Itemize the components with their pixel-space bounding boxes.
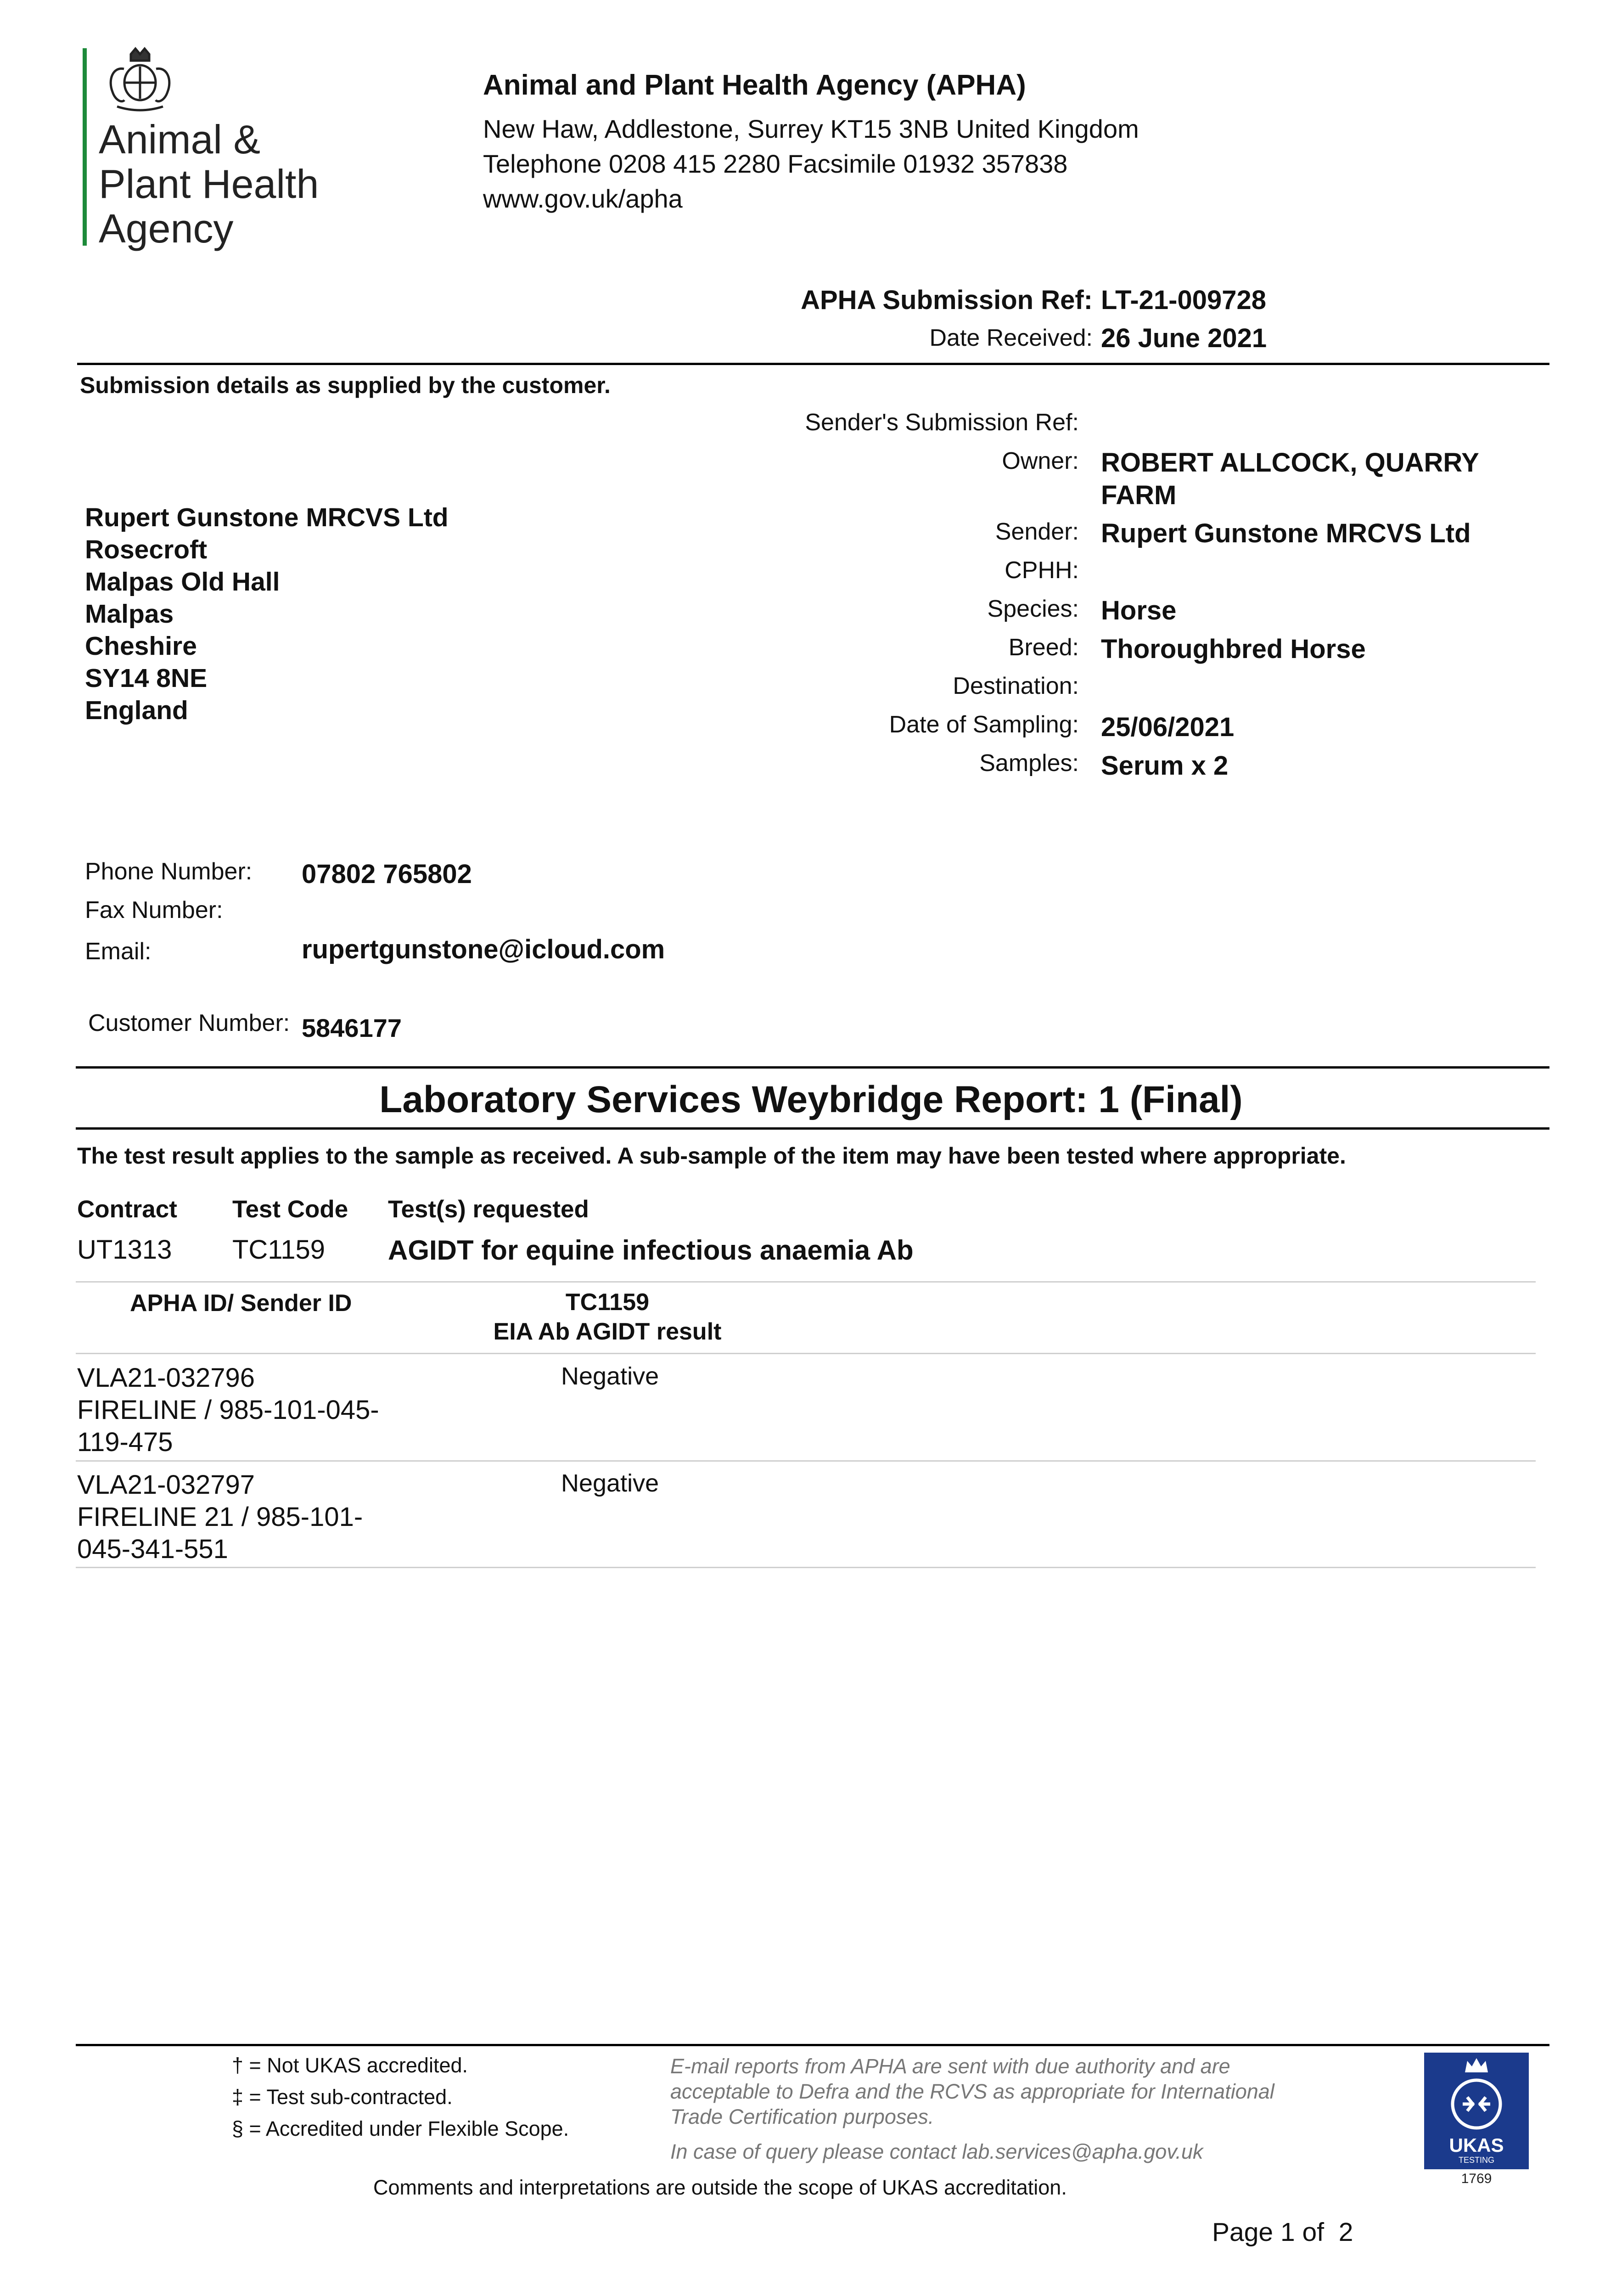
submission-ref-value: LT-21-009728 [1101, 285, 1267, 315]
contract-value: UT1313 [77, 1235, 172, 1265]
divider [76, 1353, 1536, 1354]
disclaimer-line: acceptable to Defra and the RCVS as appropriate for International [670, 2080, 1274, 2103]
divider [76, 1460, 1536, 1462]
legend-line: § = Accredited under Flexible Scope. [232, 2117, 569, 2140]
samples-value: Serum x 2 [1101, 751, 1229, 781]
ukas-sublabel: TESTING [1458, 2155, 1494, 2165]
agency-name: Animal and Plant Health Agency (APHA) [483, 69, 1026, 101]
address-line: Rupert Gunstone MRCVS Ltd [85, 503, 449, 532]
senders-ref-label: Sender's Submission Ref: [805, 409, 1079, 436]
result-value: Negative [561, 1362, 659, 1390]
divider [76, 1127, 1549, 1130]
divider [76, 1281, 1536, 1283]
contract-header: Contract [77, 1196, 177, 1223]
disclaimer-line: E-mail reports from APHA are sent with due authority and are [670, 2054, 1230, 2078]
logo-green-bar [83, 48, 87, 246]
address-line: Malpas [85, 599, 174, 629]
ukas-logo [1424, 2053, 1529, 2186]
sender-value: Rupert Gunstone MRCVS Ltd [1101, 518, 1471, 548]
samples-label: Samples: [979, 750, 1079, 777]
owner-label: Owner: [1002, 448, 1079, 474]
crown-icon [1463, 2056, 1490, 2075]
species-value: Horse [1101, 596, 1177, 625]
divider [76, 1567, 1536, 1568]
ukas-label: UKAS [1449, 2134, 1504, 2156]
test-requested-value: AGIDT for equine infectious anaemia Ab [388, 1235, 914, 1266]
address-line: Cheshire [85, 631, 197, 661]
sample-id-line: FIRELINE 21 / 985-101- [77, 1502, 363, 1532]
customer-address [85, 501, 449, 726]
phone-label: Phone Number: [85, 858, 253, 885]
breed-label: Breed: [1008, 634, 1079, 661]
sampling-date-label: Date of Sampling: [889, 711, 1079, 738]
divider [77, 363, 1549, 365]
destination-label: Destination: [953, 673, 1079, 699]
address-line: SY14 8NE [85, 664, 208, 693]
sample-id-line: VLA21-032796 [77, 1363, 255, 1393]
royal-crest-icon [99, 46, 181, 115]
sampling-date-value: 25/06/2021 [1101, 712, 1235, 742]
report-title: Laboratory Services Weybridge Report: 1 (Final) [379, 1079, 1243, 1120]
col-header-id: APHA ID/ Sender ID [130, 1290, 352, 1317]
sample-id-line: VLA21-032797 [77, 1470, 255, 1500]
owner-value: FARM [1101, 480, 1177, 510]
sample-id [77, 1362, 379, 1458]
logo-text: Plant Health [99, 161, 319, 207]
sample-id-line: 119-475 [77, 1427, 173, 1457]
phone-value: 07802 765802 [302, 859, 472, 889]
legend-line: ‡ = Test sub-contracted. [232, 2085, 453, 2109]
tests-requested-header: Test(s) requested [388, 1196, 589, 1223]
disclaimer-line: Trade Certification purposes. [670, 2105, 934, 2128]
sample-id [77, 1469, 363, 1565]
col-header-result-code: TC1159 [565, 1289, 650, 1316]
date-received-label: Date Received: [929, 325, 1093, 351]
sample-id-line: FIRELINE / 985-101-045- [77, 1395, 379, 1425]
accreditation-legend [232, 2049, 569, 2144]
submission-details-heading: Submission details as supplied by the customer. [80, 372, 611, 398]
query-contact: In case of query please contact lab.services@apha.gov.uk [670, 2140, 1203, 2163]
logo-text: Animal & [99, 117, 261, 162]
test-code-value: TC1159 [232, 1235, 326, 1265]
email-value: rupertgunstone@icloud.com [302, 934, 665, 964]
report-note: The test result applies to the sample as received. A sub-sample of the item may have been tested where appropriate. [77, 1143, 1346, 1169]
sample-id-line: 045-341-551 [77, 1534, 228, 1564]
owner-value: ROBERT ALLCOCK, QUARRY [1101, 448, 1479, 478]
cphh-label: CPHH: [1005, 557, 1079, 584]
agency-website: www.gov.uk/apha [483, 184, 683, 213]
address-line: Rosecroft [85, 535, 208, 564]
address-line: England [85, 696, 188, 725]
breed-value: Thoroughbred Horse [1101, 634, 1366, 664]
test-code-header: Test Code [232, 1196, 348, 1223]
col-header-result-name: EIA Ab AGIDT result [493, 1318, 722, 1345]
divider [76, 1066, 1549, 1069]
fax-label: Fax Number: [85, 897, 223, 923]
ukas-comments: Comments and interpretations are outside the scope of UKAS accreditation. [373, 2176, 1067, 2199]
page-number: Page 1 of 2 [1212, 2217, 1353, 2247]
ukas-emblem-icon [1449, 2077, 1504, 2132]
result-value: Negative [561, 1469, 659, 1497]
ukas-number: 1769 [1461, 2171, 1492, 2186]
sender-label: Sender: [995, 518, 1079, 545]
date-received-value: 26 June 2021 [1101, 323, 1267, 353]
species-label: Species: [987, 596, 1079, 622]
agency-phone: Telephone 0208 415 2280 Facsimile 01932 357838 [483, 149, 1068, 178]
customer-number-value: 5846177 [302, 1013, 402, 1042]
email-label: Email: [85, 938, 152, 965]
address-line: Malpas Old Hall [85, 567, 280, 597]
logo-text: Agency [99, 206, 234, 251]
customer-number-label: Customer Number: [88, 1010, 290, 1036]
divider [76, 2044, 1549, 2046]
submission-ref-label: APHA Submission Ref: [801, 285, 1093, 315]
email-disclaimer [670, 2054, 1274, 2129]
legend-line: † = Not UKAS accredited. [232, 2054, 468, 2077]
agency-address: New Haw, Addlestone, Surrey KT15 3NB United Kingdom [483, 114, 1139, 143]
